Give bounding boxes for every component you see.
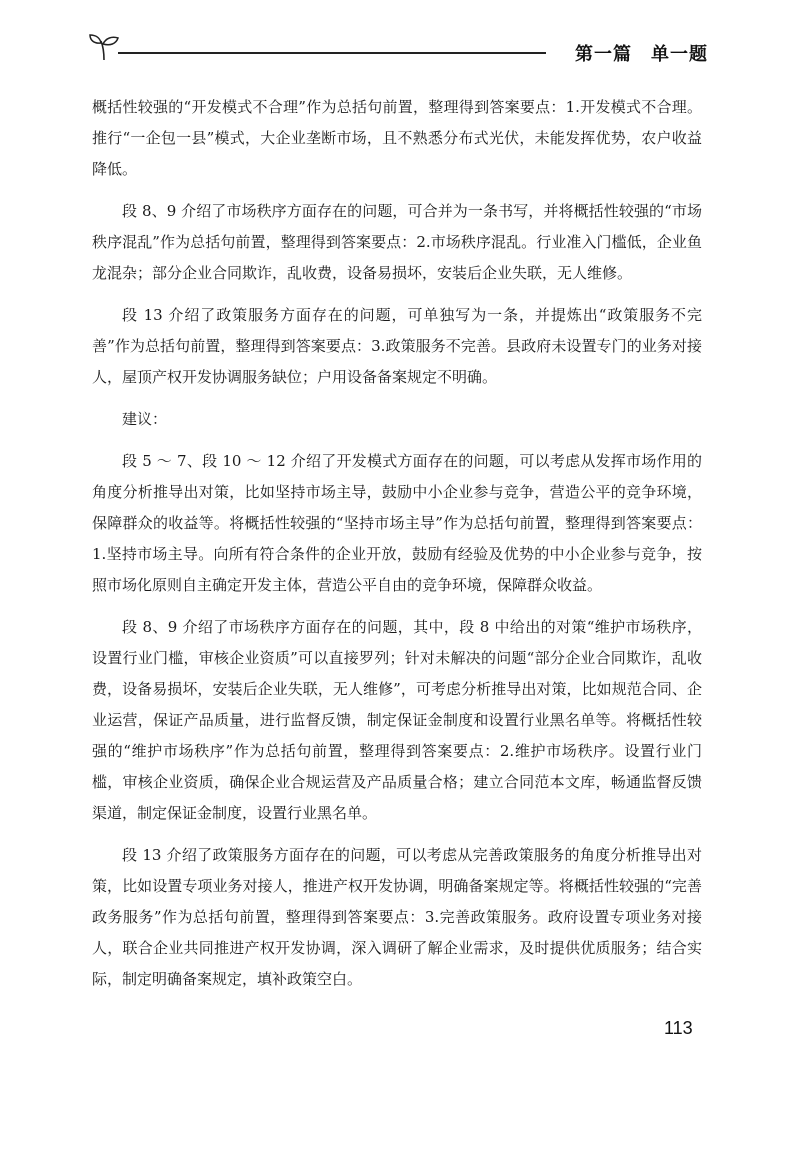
sprout-leaf-icon: [88, 32, 122, 62]
chapter-title: 第一篇 单一题: [575, 44, 708, 65]
page-header: [88, 28, 708, 68]
body-text: [92, 92, 702, 1006]
header-rule: [118, 52, 546, 54]
paragraph-3: 段 13 介绍了政策服务方面存在的问题，可单独写为一条，并提炼出“政策服务不完善”作为总括句前置，整理得到答案要点：3.政策服务不完善。县政府未设置专门的业务对接人，屋顶产权开发协调服务缺位；户用设备备案规定不明确。: [92, 306, 702, 386]
section-heading-suggestions: 建议：: [122, 410, 168, 428]
paragraph-1: 概括性较强的“开发模式不合理”作为总括句前置，整理得到答案要点：1.开发模式不合理。推行“一企包一县”模式，大企业垄断市场，且不熟悉分布式光伏，未能发挥优势，农户收益降低。: [92, 98, 702, 178]
paragraph-6: 段 13 介绍了政策服务方面存在的问题，可以考虑从完善政策服务的角度分析推导出对策，比如设置专项业务对接人，推进产权开发协调，明确备案规定等。将概括性较强的“完善政务服务”作为总括句前置，整理得到答案要点：3.完善政策服务。政府设置专项业务对接人，联合企业共同推进产权开发协调，深入调研了解企业需求，及时提供优质服务；结合实际，制定明确备案规定，填补政策空白。: [92, 846, 702, 988]
page-number: 113: [664, 1018, 693, 1038]
paragraph-5: 段 8、9 介绍了市场秩序方面存在的问题，其中，段 8 中给出的对策“维护市场秩序，设置行业门槛，审核企业资质”可以直接罗列；针对未解决的问题“部分企业合同欺诈，乱收费，设备易损坏，安装后企业失联，无人维修”，可考虑分析推导出对策，比如规范合同、企业运营，保证产品质量，进行监督反馈，制定保证金制度和设置行业黑名单等。将概括性较强的“维护市场秩序”作为总括句前置，整理得到答案要点：2.维护市场秩序。设置行业门槛，审核企业资质，确保企业合规运营及产品质量合格；建立合同范本文库，畅通监督反馈渠道，制定保证金制度，设置行业黑名单。: [92, 618, 702, 822]
paragraph-4: 段 5 ～ 7、段 10 ～ 12 介绍了开发模式方面存在的问题，可以考虑从发挥市场作用的角度分析推导出对策，比如坚持市场主导，鼓励中小企业参与竞争，营造公平的竞争环境，保障群众的收益等。将概括性较强的“坚持市场主导”作为总括句前置，整理得到答案要点：1.坚持市场主导。向所有符合条件的企业开放，鼓励有经验及优势的中小企业参与竞争，按照市场化原则自主确定开发主体，营造公平自由的竞争环境，保障群众收益。: [92, 452, 702, 594]
paragraph-2: 段 8、9 介绍了市场秩序方面存在的问题，可合并为一条书写，并将概括性较强的“市场秩序混乱”作为总括句前置，整理得到答案要点：2.市场秩序混乱。行业准入门槛低，企业鱼龙混杂；部分企业合同欺诈，乱收费，设备易损坏，安装后企业失联，无人维修。: [92, 202, 702, 282]
